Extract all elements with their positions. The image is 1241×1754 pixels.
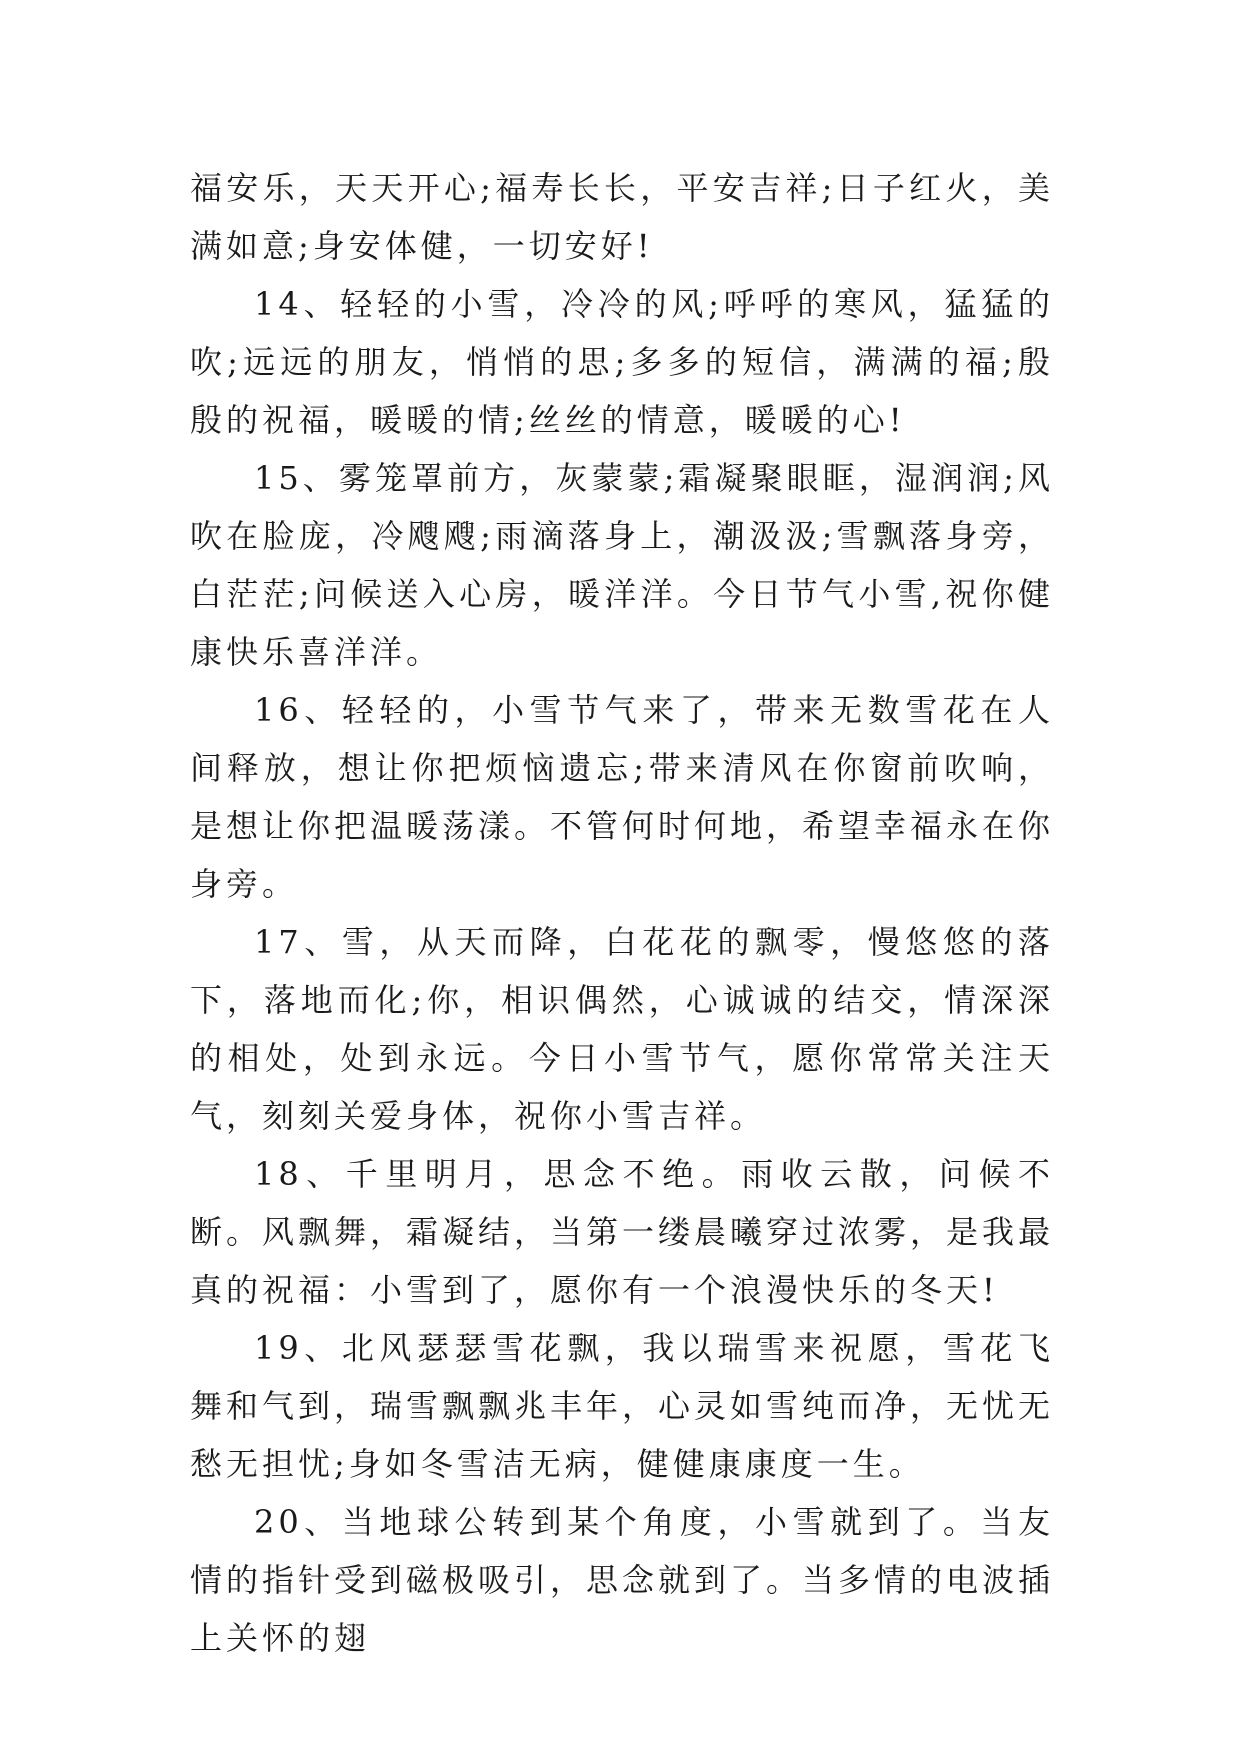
paragraph-18: 18、千里明月，思念不绝。雨收云散，问候不断。风飘舞，霜凝结，当第一缕晨曦穿过浓雾，是我最真的祝福：小雪到了，愿你有一个浪漫快乐的冬天!: [190, 1155, 1055, 1309]
paragraph-17: 17、雪，从天而降，白花花的飘零，慢悠悠的落下，落地而化;你，相识偶然，心诚诚的结交，情深深的相处，处到永远。今日小雪节气，愿你常常关注天气，刻刻关爱身体，祝你小雪吉祥。: [190, 923, 1054, 1135]
paragraph-15: 15、雾笼罩前方，灰蒙蒙;霜凝聚眼眶，湿润润;风吹在脸庞，冷飕飕;雨滴落身上，潮汲汲;雪飘落身旁，白茫茫;问候送入心房，暖洋洋。今日节气小雪,祝你健康快乐喜洋洋。: [190, 459, 1054, 671]
paragraph-19: 19、北风瑟瑟雪花飘，我以瑞雪来祝愿，雪花飞舞和气到，瑞雪飘飘兆丰年，心灵如雪纯而净，无忧无愁无担忧;身如冬雪洁无病，健健康康度一生。: [190, 1329, 1055, 1483]
paragraph-20: 20、当地球公转到某个角度，小雪就到了。当友情的指针受到磁极吸引，思念就到了。当多情的电波插上关怀的翅: [190, 1503, 1055, 1657]
paragraph-14: 14、轻轻的小雪，冷冷的风;呼呼的寒风，猛猛的吹;远远的朋友，悄悄的思;多多的短信，满满的福;殷殷的祝福，暖暖的情;丝丝的情意，暖暖的心!: [190, 285, 1054, 439]
paragraph-16: 16、轻轻的，小雪节气来了，带来无数雪花在人间释放，想让你把烦恼遗忘;带来清风在你窗前吹响，是想让你把温暖荡漾。不管何时何地，希望幸福永在你身旁。: [190, 691, 1055, 903]
paragraph-continuation: 福安乐，天天开心;福寿长长，平安吉祥;日子红火，美满如意;身安体健，一切安好!: [190, 169, 1054, 265]
document-body: [190, 159, 1054, 1667]
